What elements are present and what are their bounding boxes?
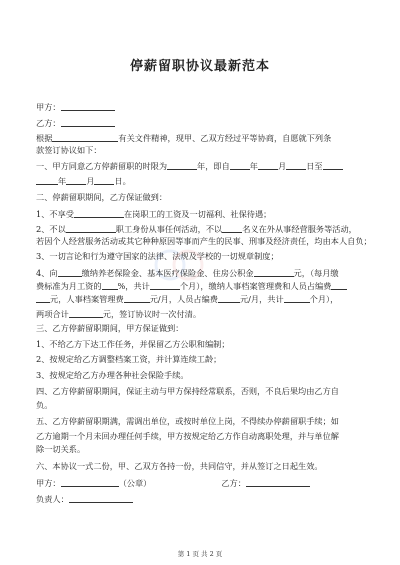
- line-text: 乙方：: [36, 118, 61, 128]
- blank-underline: [36, 175, 58, 185]
- line-text: 1、不享受: [36, 209, 74, 219]
- line-text: 负责人：: [36, 494, 69, 504]
- line-text: 月: [277, 161, 287, 171]
- document-line: [36, 160, 366, 172]
- line-text: 元，（每月缴: [293, 268, 339, 278]
- line-text: 费标准为月工资的: [36, 281, 102, 291]
- line-text: 元/月，共计: [239, 294, 284, 304]
- line-text: 年: [249, 161, 258, 171]
- line-text: 年: [58, 176, 67, 186]
- line-text: 职工身份从事任何活动，不以: [115, 224, 223, 234]
- blank-underline: [323, 160, 343, 170]
- page-title: 停薪留职协议最新范本: [129, 59, 270, 74]
- line-text: 负。: [36, 400, 53, 410]
- line-text: 1、不给乙方下达工作任务，并保留乙方公职和编制；: [36, 339, 230, 349]
- blank-underline: [246, 477, 310, 487]
- line-text: 六、本协议一式二份，甲、乙双方各持一份，共同信守，并从签订之日起生效。: [36, 461, 323, 471]
- blank-underline: [124, 293, 150, 303]
- line-text: 乙方逾期一个月未回办理任何手续，甲方按规定给乙方作自动离职处理，并与单位解: [36, 431, 339, 441]
- blank-underline: [36, 293, 50, 303]
- document-line: [36, 308, 366, 320]
- blank-underline: [284, 293, 310, 303]
- line-text: 三、乙方停薪留职期间，甲方保证做到：: [36, 323, 184, 333]
- document-line: [36, 145, 366, 156]
- blank-underline: [66, 175, 86, 185]
- blank-underline: [218, 293, 240, 303]
- blank-underline: [167, 160, 197, 170]
- document-line: [36, 175, 366, 187]
- line-text: 月: [86, 176, 95, 186]
- line-text: 若因个人经营服务活动或其它种种原因等事而产生的民事、刑事及经济责任，均由本人自负；: [36, 236, 372, 246]
- line-text: 3、一切言论和行为遵守国家的法律、法规及学校的一切规章制度；: [36, 251, 279, 261]
- document-line: [36, 293, 366, 305]
- document-line: [36, 461, 366, 472]
- line-text: 在岗职工的工资及一切福利、社保待遇；: [123, 209, 272, 219]
- line-text: 甲方：: [36, 102, 61, 112]
- line-text: 2、按规定给乙方调整档案工资，并计算连续工龄；: [36, 354, 222, 364]
- blank-underline: [52, 132, 118, 142]
- line-text: 甲方：: [36, 478, 61, 488]
- line-text: 日至: [306, 161, 323, 171]
- page-footer: 第 1 页 共 2 页: [177, 550, 223, 558]
- blank-underline: [74, 208, 124, 218]
- line-text: 元，人事档案管理费: [50, 294, 124, 304]
- blank-underline: [258, 160, 278, 170]
- document-line: [36, 132, 366, 144]
- blank-underline: [102, 280, 118, 290]
- document-line: [36, 192, 366, 203]
- line-text: 四、乙方停薪留职期间，保证主动与甲方保持经常联系，否则，不良后果均由乙方自: [36, 386, 339, 396]
- watermark-logo: [150, 245, 210, 285]
- line-text: %，共计: [117, 281, 150, 291]
- line-text: 个月），缴纳人事档案管理费和人员占编费: [179, 281, 332, 291]
- document-line: [36, 370, 366, 381]
- blank-underline: [58, 267, 82, 277]
- document-line: [36, 400, 366, 411]
- line-text: 乙方：: [221, 478, 246, 488]
- blank-underline: [69, 308, 103, 318]
- line-text: 一、甲方同意乙方停薪留职的时限为: [36, 161, 168, 171]
- blank-underline: [66, 223, 116, 233]
- blank-underline: [69, 493, 133, 503]
- document-line: [36, 208, 366, 220]
- document-line: [36, 117, 366, 129]
- blank-underline: [331, 280, 347, 290]
- blank-underline: [230, 160, 250, 170]
- blank-underline: [286, 160, 306, 170]
- blank-underline: [61, 117, 115, 127]
- line-text: 4、向: [36, 268, 58, 278]
- blank-underline: [61, 477, 119, 487]
- document-line: [36, 223, 366, 235]
- document-line: [36, 493, 366, 505]
- line-text: 两项合计: [36, 309, 69, 319]
- document-line: [36, 416, 366, 427]
- document-line: [36, 444, 366, 455]
- line-text: 款签订协议如下：: [36, 145, 102, 155]
- document-line: [36, 323, 366, 334]
- line-text: 元，签订协议时一次付清。: [102, 309, 202, 319]
- line-text: 日。: [114, 176, 131, 186]
- line-text: （公章）: [118, 478, 152, 488]
- line-text: 个月），: [309, 294, 339, 304]
- document-line: [36, 101, 366, 113]
- line-text: 2、不以: [36, 224, 66, 234]
- blank-underline: [254, 267, 294, 277]
- line-text: 二、停薪留职期间，乙方保证做到：: [36, 192, 168, 202]
- document-line: [36, 354, 366, 365]
- line-text: 有关文件精神，现甲、乙双方经过平等协商，自愿就下列条: [118, 133, 332, 143]
- blank-underline: [61, 101, 115, 111]
- line-text: 缴纳养老保险金、基本医疗保险金、住房公积金: [81, 268, 254, 278]
- line-text: 年，即自: [197, 161, 230, 171]
- line-text: 除一切关系。: [36, 444, 86, 454]
- blank-underline: [94, 175, 114, 185]
- document-line: [36, 477, 366, 489]
- blank-underline: [222, 223, 242, 233]
- line-text: 五、乙方停薪留职期满，需调出单位，或按时单位上岗，不得续办停薪留职手续；如: [36, 416, 339, 426]
- document-line: [36, 431, 366, 442]
- line-text: 根据: [36, 133, 53, 143]
- line-text: 3、按规定给乙方办理各种社会保险手续。: [36, 370, 189, 380]
- line-text: 元/月，人员占编费: [149, 294, 218, 304]
- line-text: 名义在外从事经营服务等活动，: [242, 224, 357, 234]
- document-line: [36, 339, 366, 350]
- document-line: [36, 386, 366, 397]
